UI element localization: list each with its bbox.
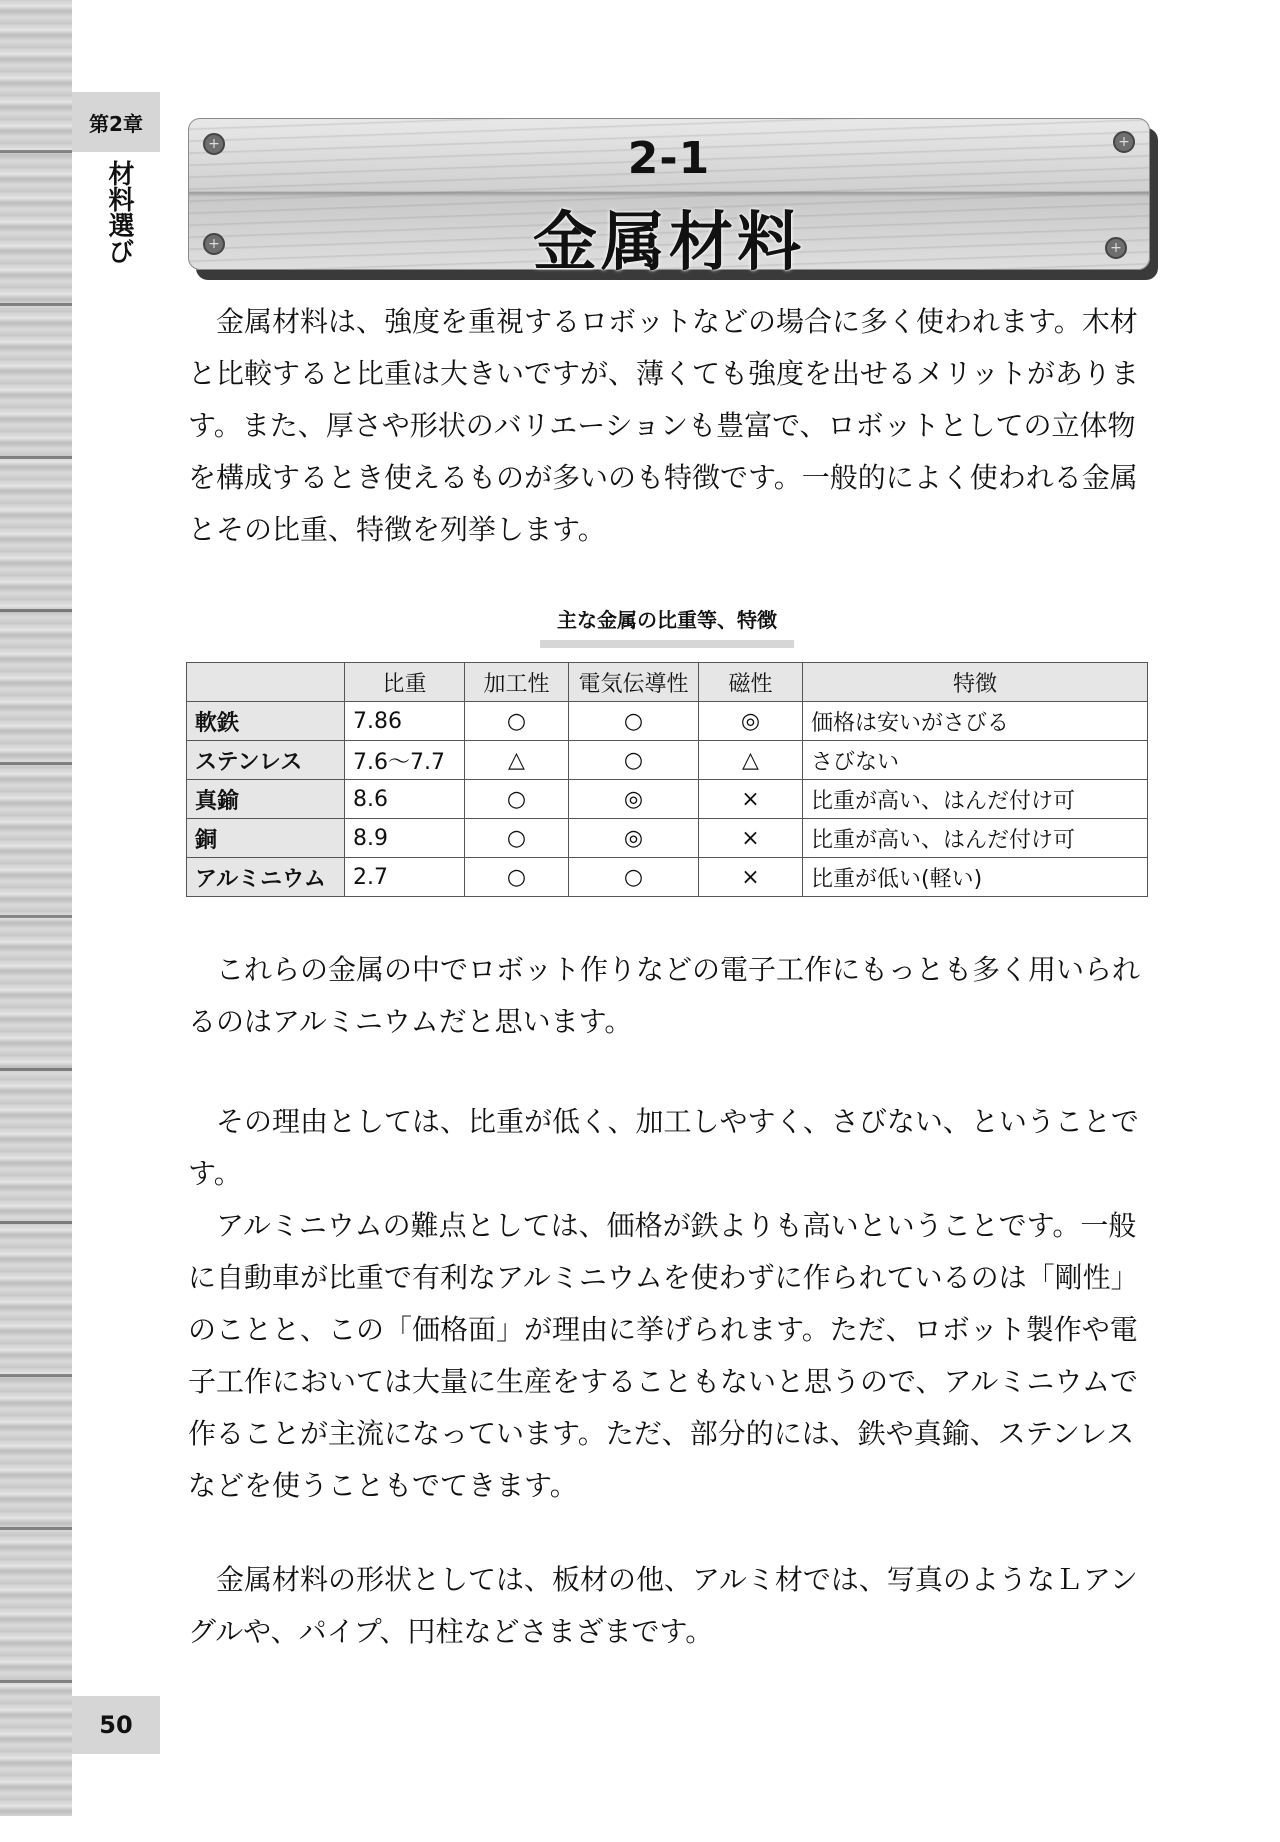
- chapter-tab: [72, 92, 160, 1842]
- table-caption: 主な金属の比重等、特徴: [540, 604, 794, 648]
- metal-name: アルミニウム: [187, 858, 345, 897]
- table-row: [187, 819, 1148, 858]
- magnetism: △: [699, 741, 803, 780]
- magnetism: ×: [699, 858, 803, 897]
- table-header: 電気伝導性: [569, 663, 699, 702]
- paragraph-reasons: その理由としては、比重が低く、加工しやすく、さびない、ということです。: [188, 1105, 1139, 1190]
- table-header-row: [187, 663, 1148, 702]
- table-header: [187, 663, 345, 702]
- table-header: 加工性: [465, 663, 569, 702]
- paragraph-drawbacks: アルミニウムの難点としては、価格が鉄よりも高いということです。一般に自動車が比重で有利なアルミニウムを使わずに作られているのは「剛性」のことと、この「価格面」が理由に挙げられます。ただ、ロボット製作や電子工作においては大量に生産をすることもないと思うので、アルミニウムで作ることが主流になっています。ただ、部分的には、鉄や真鍮、ステンレスなどを使うこともでてきます。: [188, 1209, 1139, 1502]
- magnetism: ×: [699, 780, 803, 819]
- metal-name: 銅: [187, 819, 345, 858]
- chapter-title: 材料選び: [104, 160, 134, 264]
- conductivity: ◎: [569, 780, 699, 819]
- feature: 比重が高い、はんだ付け可: [803, 819, 1148, 858]
- paragraph-shapes: 金属材料の形状としては、板材の他、アルミ材では、写真のようなＬアングルや、パイプ、円柱などさまざまです。: [188, 1563, 1138, 1648]
- workability: ○: [465, 858, 569, 897]
- specific-gravity: 8.6: [345, 780, 465, 819]
- table-header: 磁性: [699, 663, 803, 702]
- screw-icon: +: [1105, 237, 1127, 259]
- metal-name: 軟鉄: [187, 702, 345, 741]
- screw-icon: +: [1113, 131, 1135, 153]
- workability: △: [465, 741, 569, 780]
- feature: 比重が低い(軽い): [803, 858, 1148, 897]
- section-title: 金属材料: [533, 206, 805, 280]
- metals-table: [186, 662, 1148, 897]
- specific-gravity: 8.9: [345, 819, 465, 858]
- feature: 価格は安いがさびる: [803, 702, 1148, 741]
- specific-gravity: 7.86: [345, 702, 465, 741]
- conductivity: ○: [569, 741, 699, 780]
- workability: ○: [465, 780, 569, 819]
- metal-name: ステンレス: [187, 741, 345, 780]
- workability: ○: [465, 702, 569, 741]
- table-header: 比重: [345, 663, 465, 702]
- table-header: 特徴: [803, 663, 1148, 702]
- section-number: 2-1: [627, 133, 711, 184]
- metal-name: 真鍮: [187, 780, 345, 819]
- workability: ○: [465, 819, 569, 858]
- conductivity: ○: [569, 702, 699, 741]
- conductivity: ○: [569, 858, 699, 897]
- specific-gravity: 7.6〜7.7: [345, 741, 465, 780]
- screw-icon: +: [203, 133, 225, 155]
- table-row: [187, 741, 1148, 780]
- chapter-label: 第2章: [72, 92, 160, 152]
- feature: 比重が高い、はんだ付け可: [803, 780, 1148, 819]
- screw-icon: +: [203, 233, 225, 255]
- conductivity: ◎: [569, 819, 699, 858]
- table-row: [187, 702, 1148, 741]
- specific-gravity: 2.7: [345, 858, 465, 897]
- wood-texture-strip: [0, 0, 72, 1816]
- paragraph-aluminum-usage: これらの金属の中でロボット作りなどの電子工作にもっとも多く用いられるのはアルミニウムだと思います。: [188, 953, 1141, 1038]
- feature: さびない: [803, 741, 1148, 780]
- page-number: 50: [72, 1696, 160, 1754]
- magnetism: ×: [699, 819, 803, 858]
- table-row: [187, 780, 1148, 819]
- intro-paragraph: 金属材料は、強度を重視するロボットなどの場合に多く使われます。木材と比較すると比重は大きいですが、薄くても強度を出せるメリットがあります。また、厚さや形状のバリエーションも豊富で、ロボットとしての立体物を構成するとき使えるものが多いのも特徴です。一般的によく使われる金属とその比重、特徴を列挙します。: [188, 305, 1139, 546]
- magnetism: ◎: [699, 702, 803, 741]
- section-title-board: [188, 118, 1150, 280]
- table-row: [187, 858, 1148, 897]
